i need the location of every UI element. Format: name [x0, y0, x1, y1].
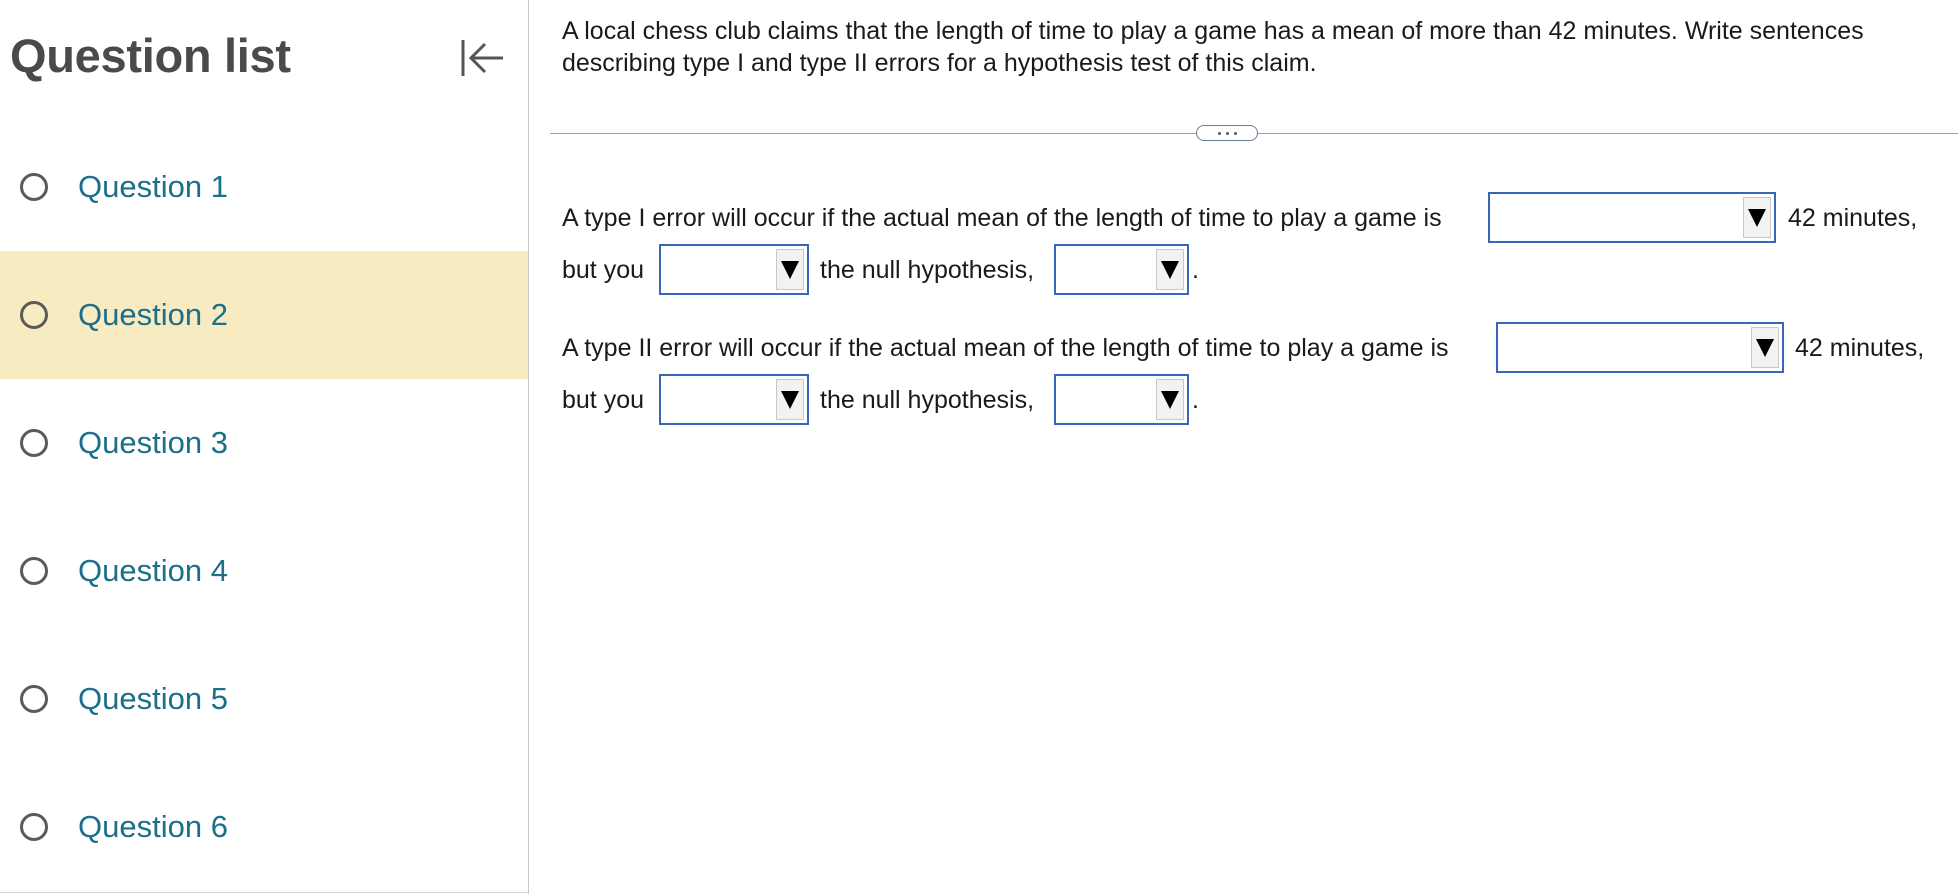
radio-empty-icon — [20, 173, 48, 201]
type1-period: . — [1192, 256, 1199, 284]
sidebar-item-question-2[interactable] — [0, 251, 528, 379]
type1-null-hypothesis-text: the null hypothesis, — [820, 256, 1035, 284]
radio-empty-icon — [20, 429, 48, 457]
sidebar-item-question-1[interactable] — [0, 123, 528, 251]
sidebar-item-question-6[interactable] — [0, 763, 528, 891]
radio-empty-icon — [20, 813, 48, 841]
sidebar-item-question-5[interactable] — [0, 635, 528, 763]
ellipsis-icon — [1218, 132, 1237, 135]
sidebar-item-label: Question 5 — [78, 681, 228, 716]
type2-comparison-dropdown[interactable] — [1496, 322, 1784, 373]
collapse-left-icon — [459, 36, 507, 80]
expand-divider-button[interactable] — [1196, 125, 1258, 141]
radio-empty-icon — [20, 685, 48, 713]
type1-but-you: but you — [562, 256, 645, 284]
collapse-sidebar-button[interactable] — [455, 33, 511, 83]
question-list-sidebar — [0, 0, 529, 894]
type1-action-dropdown[interactable] — [659, 244, 809, 295]
sidebar-bottom-divider — [0, 892, 528, 893]
sidebar-item-label: Question 4 — [78, 553, 228, 588]
sidebar-item-label: Question 2 — [78, 297, 228, 332]
type1-sentence-unit: 42 minutes, — [1788, 204, 1918, 232]
type1-reason-dropdown[interactable] — [1054, 244, 1189, 295]
dropdown-arrow-icon — [1751, 327, 1779, 368]
sidebar-item-label: Question 1 — [78, 169, 228, 204]
dropdown-arrow-icon — [1156, 249, 1184, 290]
type2-null-hypothesis-text: the null hypothesis, — [820, 386, 1035, 414]
radio-empty-icon — [20, 301, 48, 329]
sidebar-item-label: Question 3 — [78, 425, 228, 460]
type2-sentence-start: A type II error will occur if the actual mean of the length of time to play a game is — [562, 334, 1449, 362]
type1-comparison-dropdown[interactable] — [1488, 192, 1776, 243]
sidebar-title: Question list — [10, 29, 291, 82]
dropdown-arrow-icon — [1156, 379, 1184, 420]
type2-action-dropdown[interactable] — [659, 374, 809, 425]
type2-sentence-unit: 42 minutes, — [1795, 334, 1925, 362]
dropdown-arrow-icon — [776, 249, 804, 290]
type2-reason-dropdown[interactable] — [1054, 374, 1189, 425]
dropdown-arrow-icon — [776, 379, 804, 420]
sidebar-item-label: Question 6 — [78, 809, 228, 844]
type1-sentence-start: A type I error will occur if the actual mean of the length of time to play a game is — [562, 204, 1442, 232]
dropdown-arrow-icon — [1743, 197, 1771, 238]
question-prompt: A local chess club claims that the length of time to play a game has a mean of more than 42 minutes. Write sentences describing type I and type II errors for a hypothesis test of this claim. — [562, 17, 1864, 77]
type2-but-you: but you — [562, 386, 645, 414]
sidebar-item-question-3[interactable] — [0, 379, 528, 507]
radio-empty-icon — [20, 557, 48, 585]
type2-period: . — [1192, 386, 1199, 414]
sidebar-item-question-4[interactable] — [0, 507, 528, 635]
